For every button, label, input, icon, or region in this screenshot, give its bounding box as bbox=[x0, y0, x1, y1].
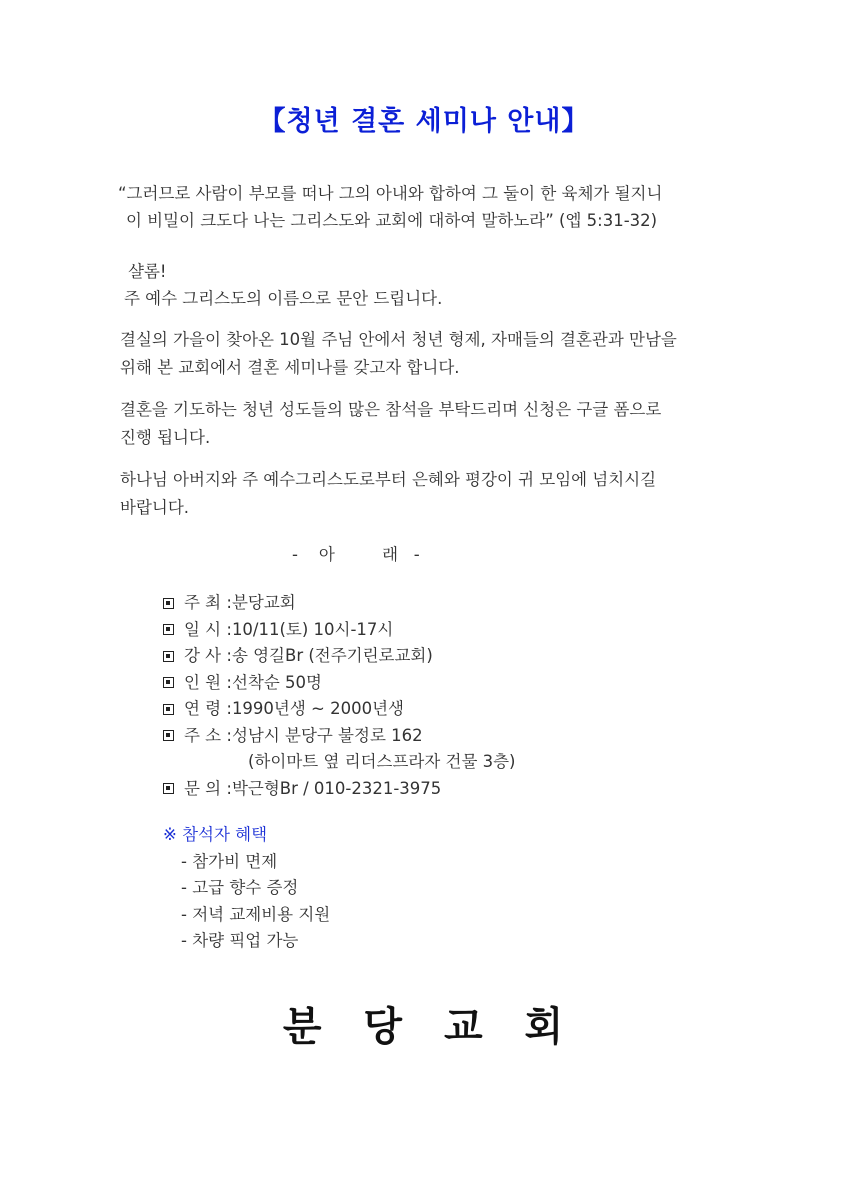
paragraph-line: 결실의 가을이 찾아온 10월 주님 안에서 청년 형제, 자매들의 결혼관과 만남을 bbox=[120, 330, 677, 349]
benefits-heading: ※ 참석자 혜택 bbox=[163, 825, 268, 844]
benefit-item: - 차량 픽업 가능 bbox=[181, 931, 299, 950]
detail-value: 선착순 50명 bbox=[231, 672, 322, 692]
event-details bbox=[163, 590, 516, 802]
greeting bbox=[124, 258, 443, 312]
document-title: 【청년 결혼 세미나 안내】 bbox=[258, 106, 590, 137]
verse-line-2: 이 비밀이 크도다 나는 그리스도와 교회에 대하여 말하노라” (엡 5:31-32) bbox=[126, 211, 658, 230]
paragraph-line: 하나님 아버지와 주 예수그리스도로부터 은혜와 평강이 귀 모임에 넘치시길 bbox=[120, 470, 657, 489]
detail-value: 1990년생 ~ 2000년생 bbox=[231, 699, 404, 718]
square-bullet-icon bbox=[163, 677, 174, 688]
detail-label: 주 소 : bbox=[184, 725, 232, 745]
paragraph-line: 위해 본 교회에서 결혼 세미나를 갖고자 합니다. bbox=[120, 358, 460, 377]
benefit-item: - 고급 향수 증정 bbox=[181, 878, 299, 897]
detail-row-speaker bbox=[163, 643, 516, 670]
detail-label: 연 령 : bbox=[184, 699, 232, 718]
paragraph-line: 진행 됩니다. bbox=[120, 428, 211, 447]
detail-row-date bbox=[163, 617, 516, 644]
detail-row-host bbox=[163, 590, 516, 617]
paragraph-line: 결혼을 기도하는 청년 성도들의 많은 참석을 부탁드리며 신청은 구글 폼으로 bbox=[120, 400, 662, 419]
detail-value: 분당교회 bbox=[231, 593, 296, 612]
detail-value: 10/11(토) 10시-17시 bbox=[231, 619, 394, 639]
detail-label: 문 의 : bbox=[184, 778, 232, 798]
paragraph-line: 바랍니다. bbox=[120, 498, 190, 517]
detail-row-address bbox=[163, 723, 516, 750]
detail-label: 일 시 : bbox=[184, 619, 232, 639]
paragraph-invitation bbox=[120, 326, 740, 382]
detail-value: 박근형Br / 010-2321-3975 bbox=[231, 778, 442, 798]
bible-verse bbox=[118, 180, 758, 234]
benefit-item: - 저녁 교제비용 지원 bbox=[181, 904, 331, 924]
square-bullet-icon bbox=[163, 598, 174, 609]
detail-row-capacity bbox=[163, 670, 516, 697]
paragraph-registration bbox=[120, 396, 740, 452]
detail-label: 강 사 : bbox=[184, 646, 232, 665]
address-continuation: (하이마트 옆 리더스프라자 건물 3층) bbox=[248, 752, 516, 771]
participant-benefits bbox=[163, 822, 330, 955]
detail-label: 주 최 : bbox=[184, 593, 232, 612]
section-heading-below: - 아 래 - bbox=[292, 545, 420, 564]
square-bullet-icon bbox=[163, 730, 174, 741]
square-bullet-icon bbox=[163, 624, 174, 635]
benefit-item: - 참가비 면제 bbox=[181, 851, 278, 871]
square-bullet-icon bbox=[163, 651, 174, 662]
verse-line-1: “그러므로 사람이 부모를 떠나 그의 아내와 합하여 그 둘이 한 육체가 될지니 bbox=[118, 184, 663, 203]
detail-value: 성남시 분당구 불정로 162 bbox=[231, 725, 423, 745]
square-bullet-icon bbox=[163, 783, 174, 794]
detail-row-age bbox=[163, 696, 516, 723]
square-bullet-icon bbox=[163, 704, 174, 715]
greeting-line-1: 샬롬! bbox=[128, 262, 167, 281]
paragraph-blessing bbox=[120, 466, 740, 522]
detail-row-contact bbox=[163, 776, 516, 803]
detail-value: 송 영길Br (전주기린로교회) bbox=[231, 646, 433, 665]
detail-label: 인 원 : bbox=[184, 672, 232, 692]
greeting-line-2: 주 예수 그리스도의 이름으로 문안 드립니다. bbox=[124, 289, 443, 308]
church-name-footer: 분 당 교 회 bbox=[282, 1004, 566, 1050]
